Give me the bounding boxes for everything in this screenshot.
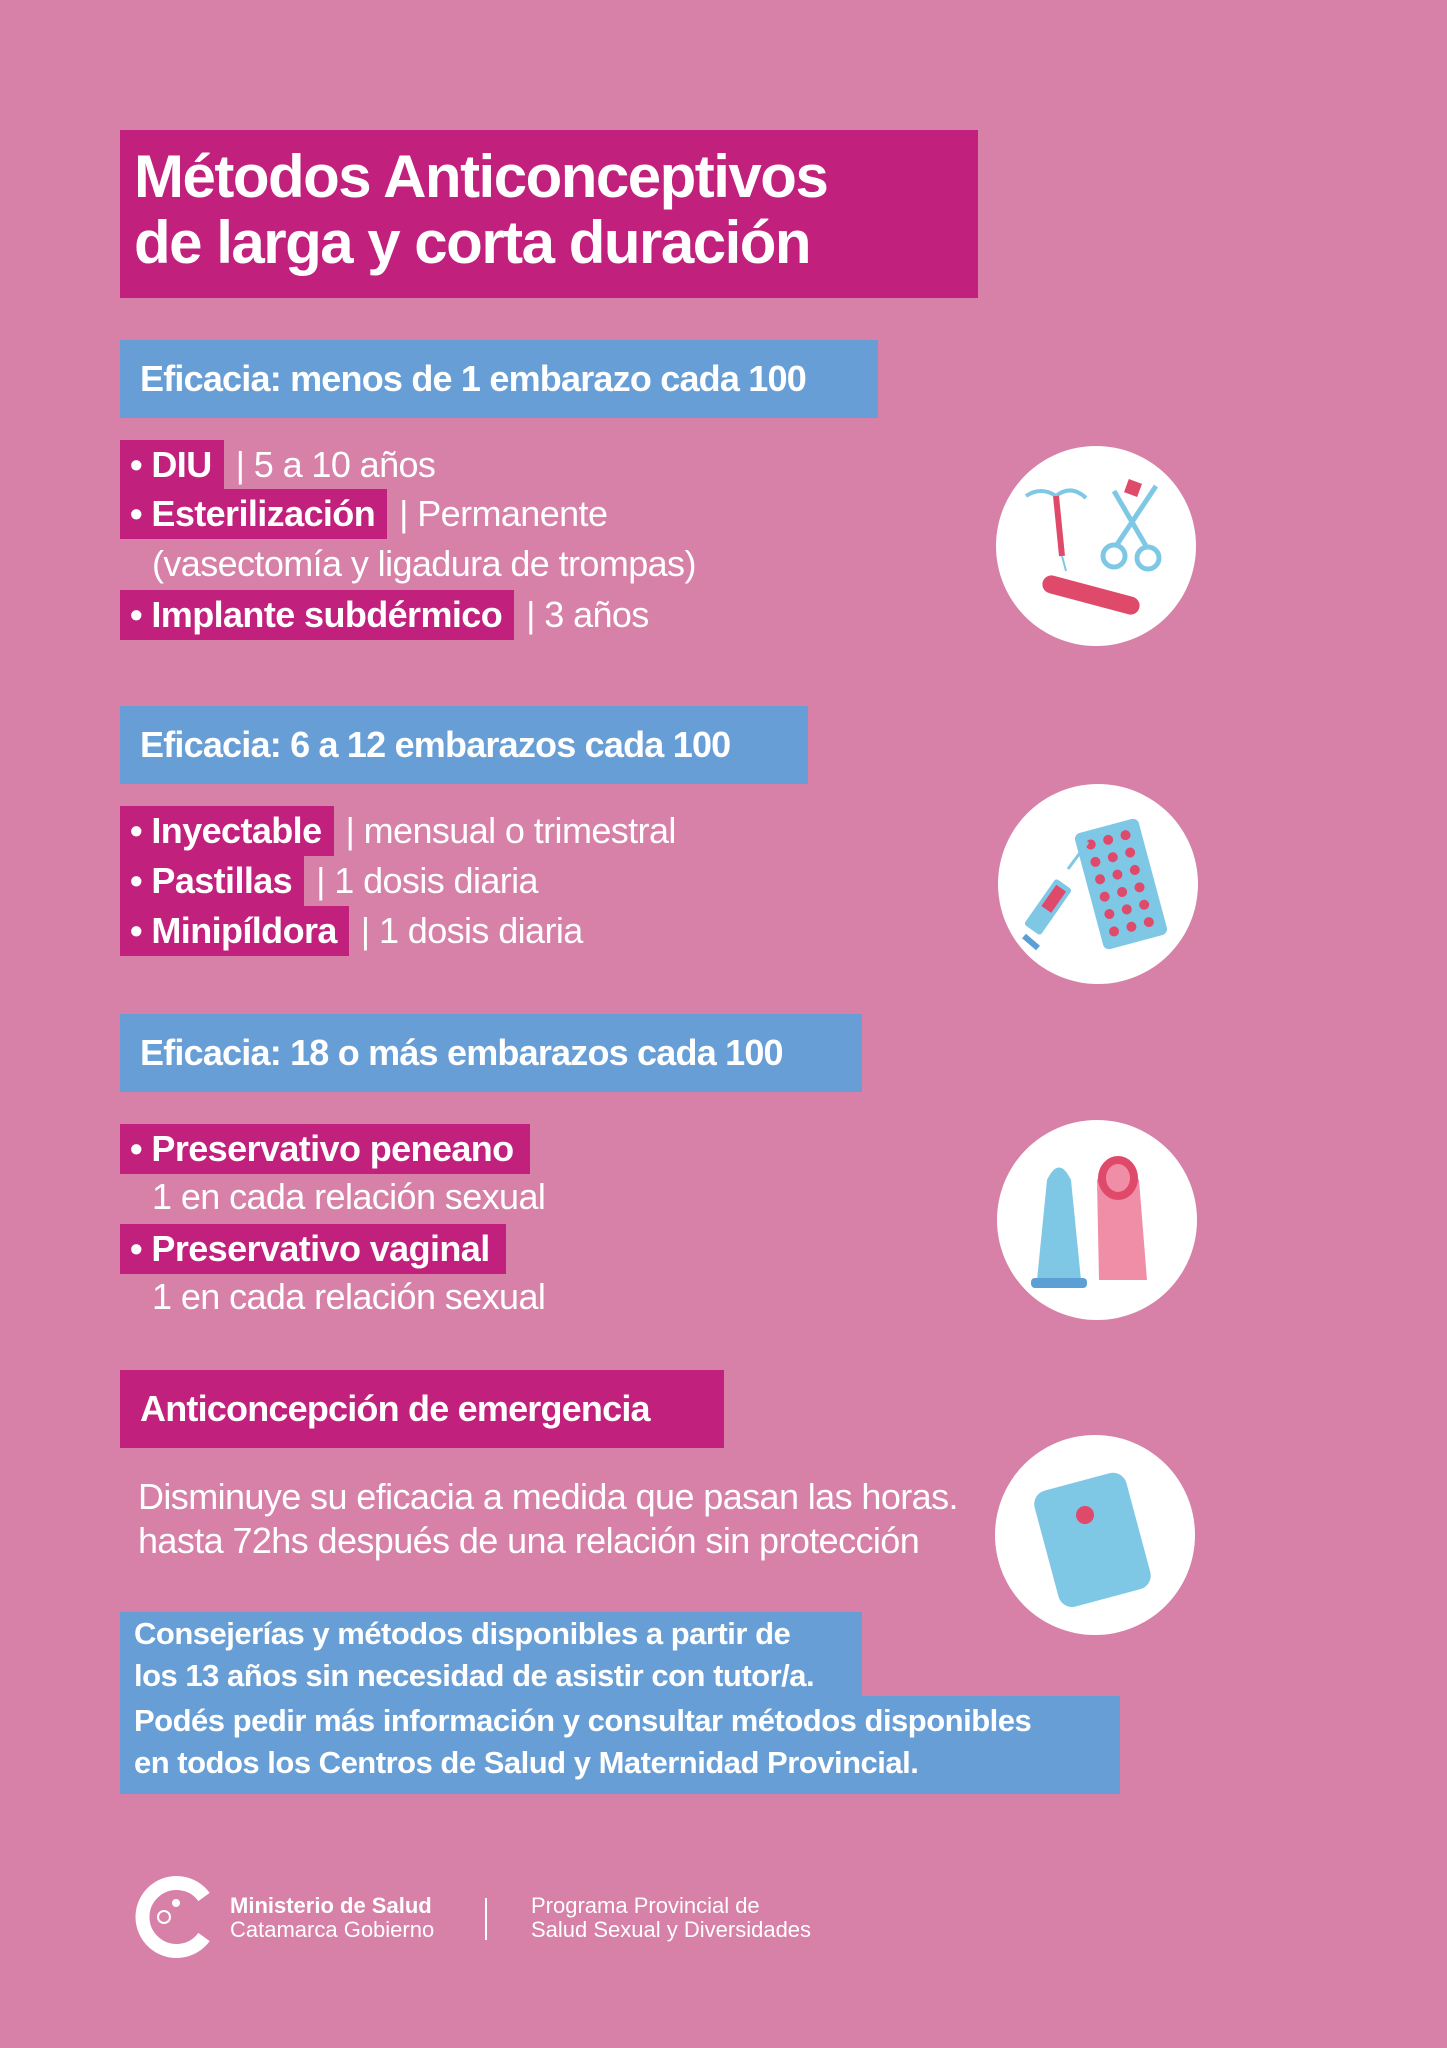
method-detail: | 1 dosis diaria [360,910,583,951]
note-box-top [120,1612,862,1698]
emergency-header: Anticoncepción de emergencia [120,1370,724,1448]
method-pills [120,856,538,906]
method-vaginal-condom [120,1224,506,1274]
method-detail: | 3 años [526,594,649,635]
title-line-1: Métodos Anticonceptivos [134,143,828,210]
footer-divider [485,1898,487,1940]
method-detail: | 5 a 10 años [235,444,436,485]
section-3-header: Eficacia: 18 o más embarazos cada 100 [120,1014,862,1092]
emergency-pill-icon [995,1435,1195,1635]
title-line-2: de larga y corta duración [134,209,811,276]
catamarca-c-logo-icon [134,1875,218,1959]
method-name: • Preservativo peneano [120,1124,530,1174]
note-line-4: en todos los Centros de Salud y Maternidad Provincial. [134,1745,919,1780]
ministry-name: Ministerio de Salud [230,1893,432,1918]
method-name: • DIU [120,440,224,490]
method-name: • Minipíldora [120,906,349,956]
ministry-subtitle: Catamarca Gobierno [230,1917,435,1942]
method-detail: 1 en cada relación sexual [152,1276,546,1317]
method-name: • Pastillas [120,856,304,906]
method-injectable [120,806,676,856]
emergency-line-2: hasta 72hs después de una relación sin protección [138,1520,920,1561]
method-name: • Esterilización [120,489,387,539]
method-detail: | Permanente [399,493,608,534]
condoms-icon [997,1120,1197,1320]
method-sterilization [120,489,607,539]
emergency-line-1: Disminuye su eficacia a medida que pasan las horas. [138,1476,958,1517]
method-name: • Implante subdérmico [120,590,514,640]
note-line-3: Podés pedir más información y consultar métodos disponibles [134,1703,1032,1738]
program-line-2: Salud Sexual y Diversidades [531,1917,812,1942]
method-detail: | mensual o trimestral [345,810,676,851]
iud-scissors-implant-icon [996,446,1196,646]
program-line-1: Programa Provincial de [531,1893,760,1918]
method-name: • Preservativo vaginal [120,1224,506,1274]
note-box-bottom [120,1696,1120,1794]
note-line-1: Consejerías y métodos disponibles a partir de [134,1616,791,1651]
page-title [120,130,978,298]
method-penile-condom [120,1124,530,1174]
method-detail: | 1 dosis diaria [316,860,538,901]
section-1-header: Eficacia: menos de 1 embarazo cada 100 [120,340,878,418]
method-name: • Inyectable [120,806,334,856]
note-line-2: los 13 años sin necesidad de asistir con tutor/a. [134,1658,815,1693]
section-2-header: Eficacia: 6 a 12 embarazos cada 100 [120,706,808,784]
method-minipill [120,906,583,956]
method-implant [120,590,649,640]
sterilization-note: (vasectomía y ligadura de trompas) [152,543,696,584]
method-detail: 1 en cada relación sexual [152,1176,546,1217]
syringe-pills-icon [998,784,1198,984]
method-diu [120,440,435,490]
